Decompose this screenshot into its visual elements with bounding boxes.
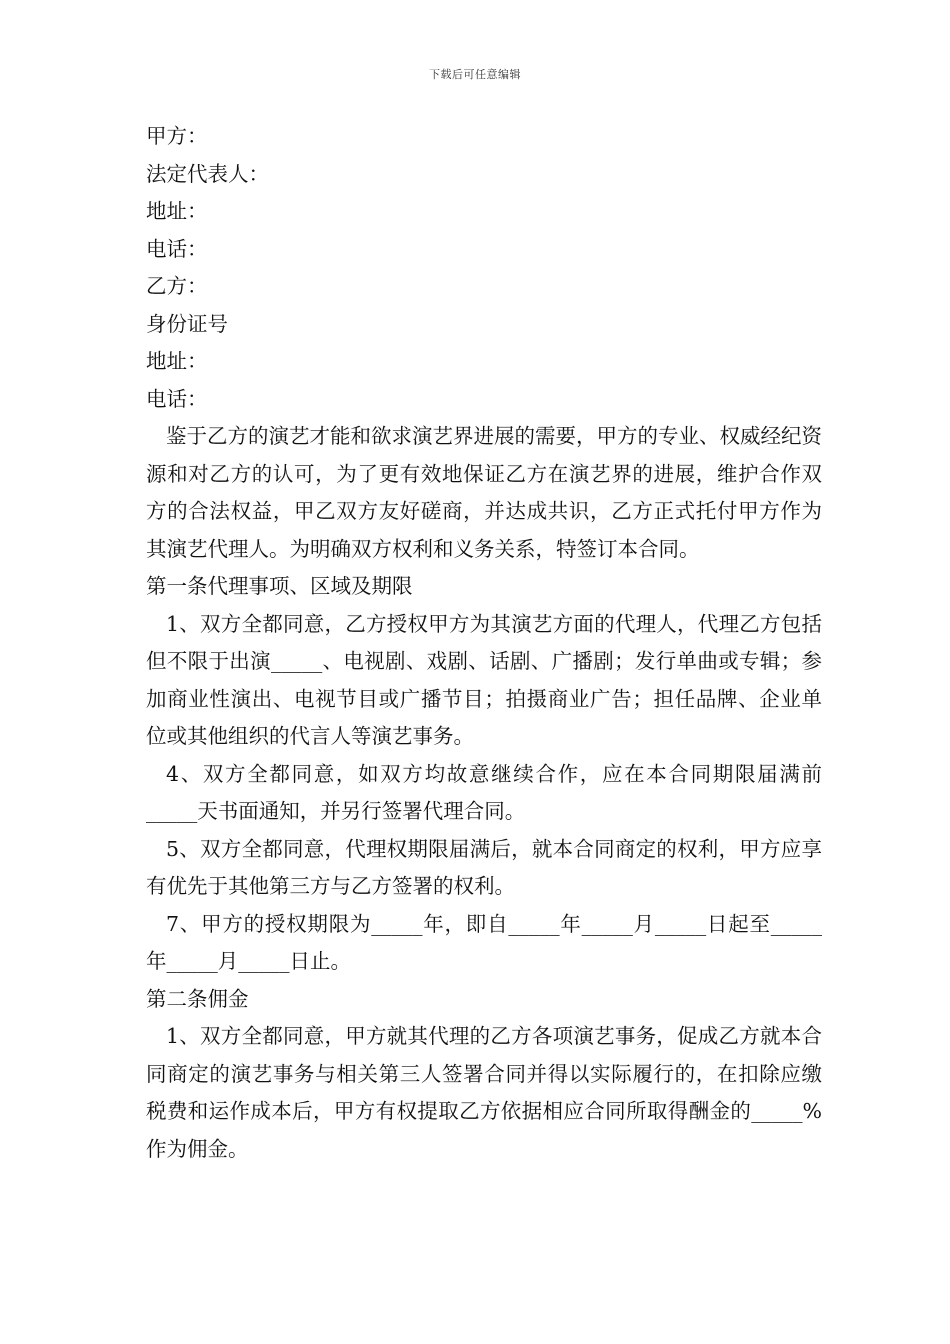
clause-1-1: 1、双方全都同意，乙方授权甲方为其演艺方面的代理人，代理乙方包括但不限于出演_____、电视剧、戏剧、话剧、广播剧；发行单曲或专辑；参加商业性演出、电视节目或广播节目；拍摄商业广告；担任品牌、企业单位或其他组织的代言人等演艺事务。: [146, 611, 822, 748]
legal-representative-field: 法定代表人：: [146, 161, 269, 186]
clause-2-1: 1、双方全都同意，甲方就其代理的乙方各项演艺事务，促成乙方就本合同商定的演艺事务与相关第三人签署合同并得以实际履行的，在扣除应缴税费和运作成本后，甲方有权提取乙方依据相应合同所取得酬金的_____%作为佣金。: [146, 1024, 822, 1161]
contract-body: [146, 118, 822, 1168]
clause-1-7: 7、甲方的授权期限为_____年，即自_____年_____月_____日起至_____年_____月_____日止。: [146, 911, 822, 973]
article-1-heading: 第一条代理事项、区域及期限: [146, 574, 413, 598]
party-b-phone-field: 电话：: [146, 386, 208, 411]
party-a-address-field: 地址：: [146, 199, 208, 223]
clause-1-5: 5、双方全都同意，代理权期限届满后，就本合同商定的权利，甲方应享有优先于其他第三方与乙方签署的权利。: [146, 836, 822, 898]
party-b-address-field: 地址：: [146, 349, 208, 373]
party-a-label: 甲方：: [146, 124, 208, 148]
party-b-label: 乙方：: [146, 274, 208, 298]
clause-1-4: 4、双方全都同意，如双方均故意继续合作，应在本合同期限届满前_____天书面通知，并另行签署代理合同。: [146, 761, 822, 823]
header-note: 下载后可任意编辑: [429, 68, 521, 81]
preamble-paragraph: 鉴于乙方的演艺才能和欲求演艺界进展的需要，甲方的专业、权威经纪资源和对乙方的认可，为了更有效地保证乙方在演艺界的进展，维护合作双方的合法权益，甲乙双方友好磋商，并达成共识，乙方正式托付甲方作为其演艺代理人。为明确双方权利和义务关系，特签订本合同。: [146, 424, 822, 561]
id-number-field: 身份证号: [146, 311, 228, 336]
party-a-phone-field: 电话：: [146, 236, 208, 261]
article-2-heading: 第二条佣金: [146, 986, 249, 1011]
